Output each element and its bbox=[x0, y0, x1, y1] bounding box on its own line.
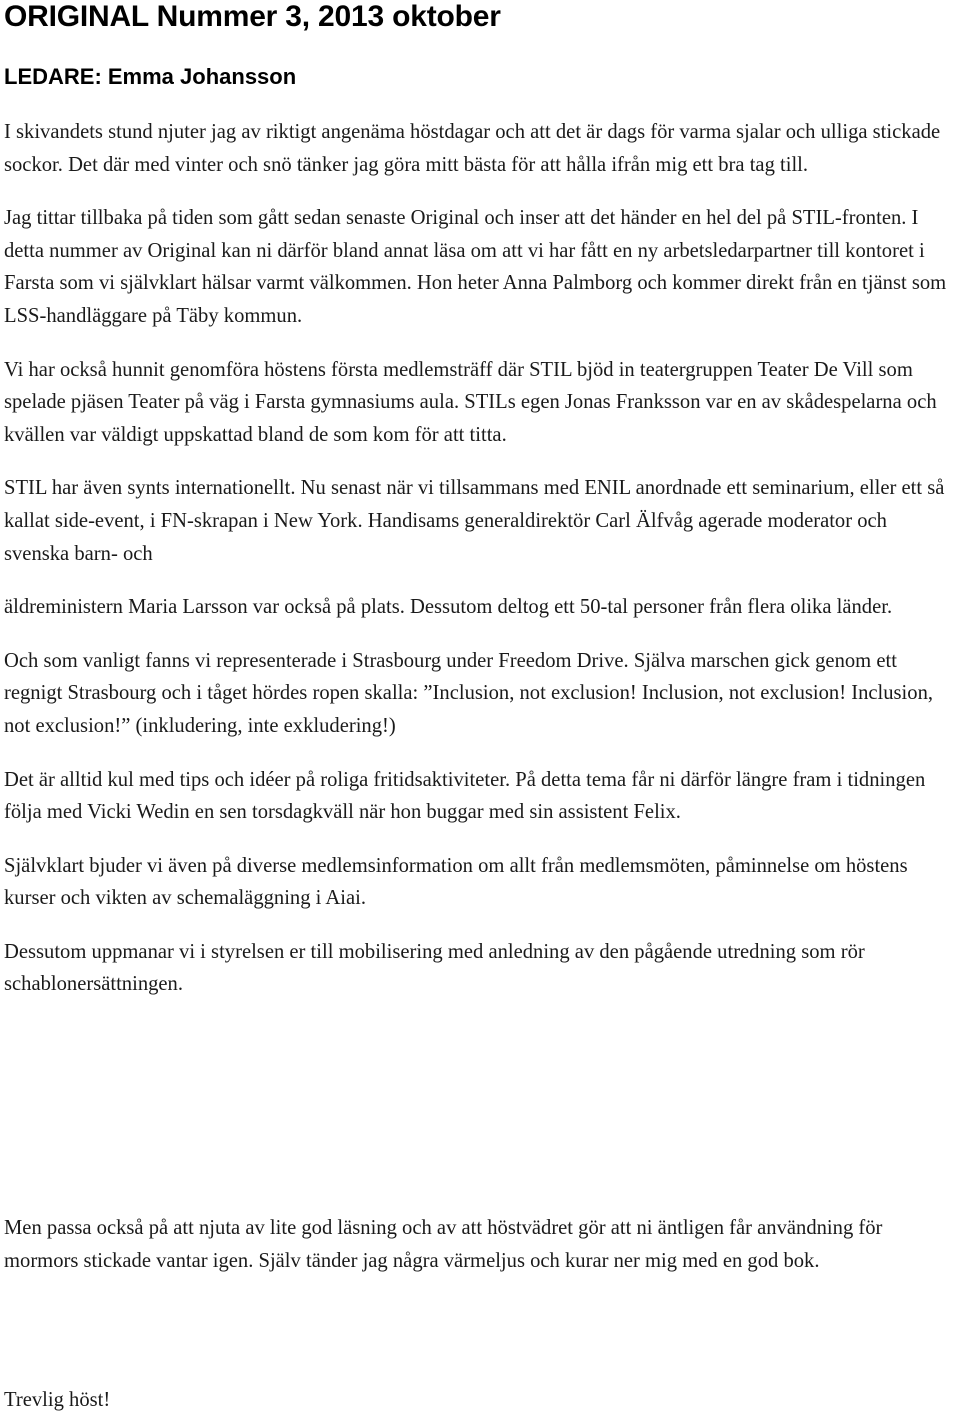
document-title: ORIGINAL Nummer 3, 2013 oktober bbox=[4, 0, 501, 33]
paragraph: Det är alltid kul med tips och idéer på roliga fritidsaktiviteter. På detta tema får ni därför längre fram i tidningen följa med Vicki Wedin en sen torsdagkväll när hon buggar med sin assistent Felix. bbox=[4, 768, 926, 824]
paragraph: Och som vanligt fanns vi representerade i Strasbourg under Freedom Drive. Själva marschen gick genom ett regnigt Strasbourg och i tåget hördes ropen skalla: ”Inclusion, not exclusion! Inclusion, not exclusion! Inclusion, not exclusion!” (inkludering, inte exkludering!) bbox=[4, 649, 934, 737]
paragraph: Dessutom uppmanar vi i styrelsen er till mobilisering med anledning av den pågående utredning som rör schablonersättningen. bbox=[4, 940, 865, 996]
paragraph: I skivandets stund njuter jag av riktigt angenäma höstdagar och att det är dags för varma sjalar och ulliga stickade sockor. Det där med vinter och snö tänker jag göra mitt bästa för att hålla ifrån mig ett bra tag till. bbox=[4, 121, 941, 176]
paragraph: Självklart bjuder vi även på diverse medlemsinformation om allt från medlemsmöten, påminnelse om höstens kurser och vikten av schemaläggning i Aiai. bbox=[4, 854, 908, 910]
paragraph: Jag tittar tillbaka på tiden som gått sedan senaste Original och inser att det händer en hel del på STIL-fronten. I detta nummer av Original kan ni därför bland annat läsa om att vi har fått en ny arbetsledarpartner till kontoret i Farsta som vi självklart hälsar varmt välkommen. Hon heter Anna Palmborg och kommer direkt från en tjänst som LSS-handläggare på Täby kommun. bbox=[4, 207, 947, 327]
paragraph: Vi har också hunnit genomföra höstens första medlemsträff där STIL bjöd in teatergruppen Teater De Vill som spelade pjäsen Teater på väg i Farsta gymnasiums aula. STILs egen Jonas Franksson var en av skådespelarna och kvällen var väldigt uppskattad bland de som kom för att titta. bbox=[4, 358, 937, 446]
signoff: Trevlig höst! bbox=[4, 1389, 111, 1411]
article-body bbox=[4, 116, 956, 1022]
closing-paragraph: Men passa också på att njuta av lite god läsning och av att höstvädret gör att ni äntligen får användning för mormors stickade vantar igen. Själv tänder jag några värmeljus och kurar ner mig med en god bok. bbox=[4, 1217, 883, 1272]
paragraph: äldreministern Maria Larsson var också på plats. Dessutom deltog ett 50-tal personer från flera olika länder. bbox=[4, 596, 893, 619]
leader-heading: LEDARE: Emma Johansson bbox=[4, 64, 297, 89]
paragraph: STIL har även synts internationellt. Nu senast när vi tillsammans med ENIL anordnade ett seminarium, eller ett så kallat side-event, i FN-skrapan i New York. Handisams generaldirektör Carl Älfvåg agerade moderator och svenska barn- och bbox=[4, 477, 945, 565]
